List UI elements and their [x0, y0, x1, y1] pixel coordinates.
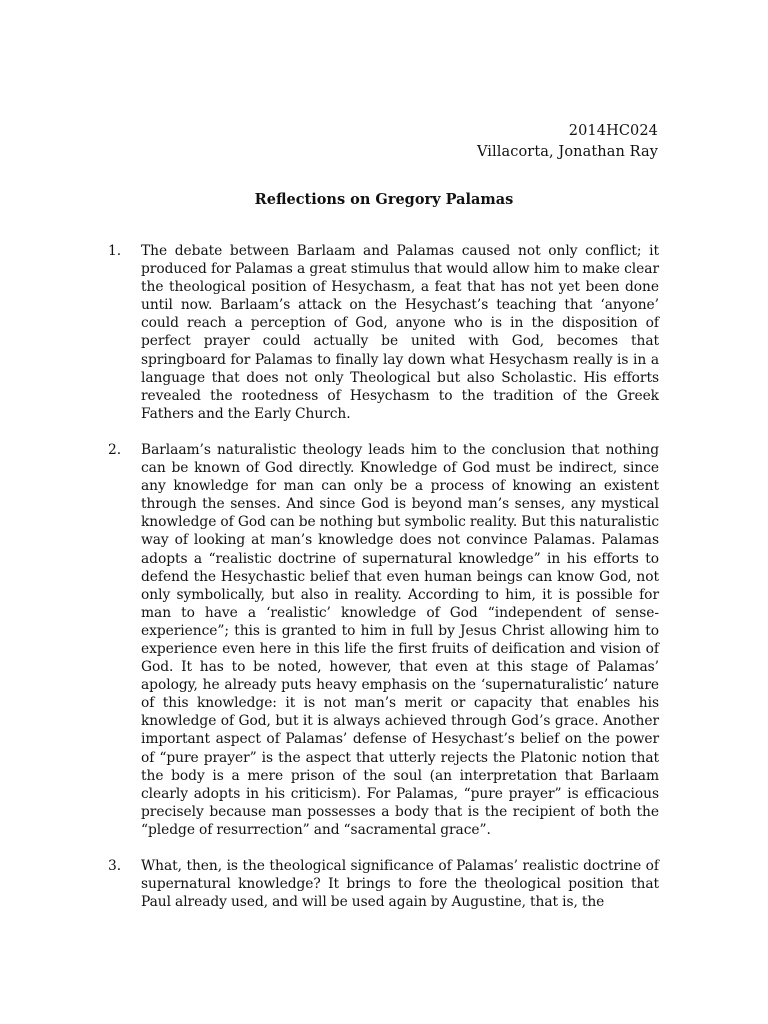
- item-paragraph: The debate between Barlaam and Palamas caused not only conflict; it produced for Palamas a great stimulus that would allow him to make clear the theological position of Hesychasm, a feat that has not yet been done until now. Barlaam’s attack on the Hesychast’s teaching that ‘anyone’ could reach a perception of God, anyone who is in the disposition of perfect prayer could actually be united with God, becomes that springboard for Palamas to finally lay down what Hesychasm really is in a language that does not only Theological but also Scholastic. His efforts revealed the rootedness of Hesychasm to the tradition of the Greek Fathers and the Early Church.: [141, 243, 659, 422]
- author-name: Villacorta, Jonathan Ray: [476, 144, 658, 160]
- numbered-list: [108, 242, 659, 929]
- document-title: Reflections on Gregory Palamas: [254, 191, 514, 208]
- item-number: 2.: [108, 441, 122, 458]
- list-item: [108, 242, 659, 423]
- student-id: 2014HC024: [568, 123, 658, 139]
- document-header: [477, 121, 658, 163]
- list-item: [108, 441, 659, 839]
- item-paragraph: Barlaam’s naturalistic theology leads him to the conclusion that nothing can be known of God directly. Knowledge of God must be indirect, since any knowledge for man can only be a process of knowing an existent through the senses. And since God is beyond man’s senses, any mystical knowledge of God can be nothing but symbolic reality. But this naturalistic way of looking at man’s knowledge does not convince Palamas. Palamas adopts a “realistic doctrine of supernatural knowledge” in his efforts to defend the Hesychastic belief that even human beings can know God, not only symbolically, but also in reality. According to him, it is possible for man to have a ‘realistic’ knowledge of God “independent of sense-experience”; this is granted to him in full by Jesus Christ allowing him to experience even here in this life the first fruits of deification and vision of God. It has to be noted, however, that even at this stage of Palamas’ apology, he already puts heavy emphasis on the ‘supernaturalistic’ nature of this knowledge: it is not man’s merit or capacity that enables his knowledge of God, but it is always achieved through God’s grace. Another important aspect of Palamas’ defense of Hesychast’s belief on the power of “pure prayer” is the aspect that utterly rejects the Platonic notion that the body is a mere prison of the soul (an interpretation that Barlaam clearly adopts in his criticism). For Palamas, “pure prayer” is efficacious precisely because man possesses a body that is the recipient of both the “pledge of resurrection” and “sacramental grace”.: [141, 441, 659, 838]
- list-item: [108, 857, 659, 911]
- item-number: 1.: [108, 243, 122, 259]
- item-paragraph: What, then, is the theological significance of Palamas’ realistic doctrine of supernatural knowledge? It brings to fore the theological position that Paul already used, and will be used again by Augustine, that is, the: [141, 858, 659, 911]
- item-number: 3.: [108, 858, 122, 874]
